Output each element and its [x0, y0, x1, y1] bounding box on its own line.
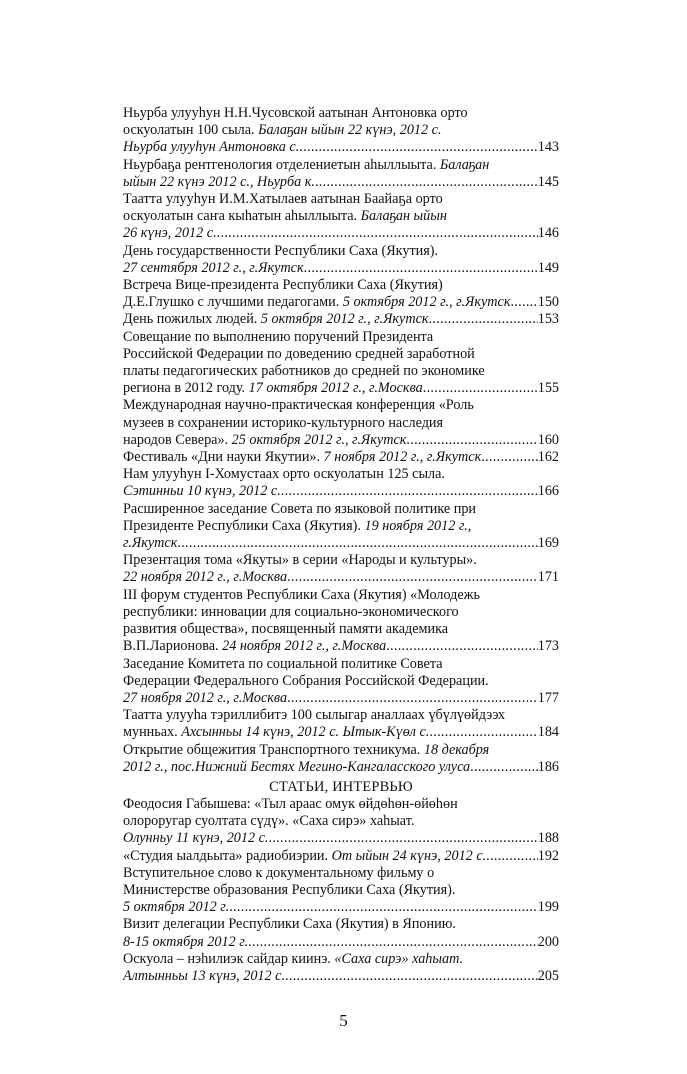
entry-title: оскуолатын 100 сыла.: [123, 122, 259, 139]
toc-entry-line: [123, 483, 559, 500]
toc-entry: [123, 951, 559, 985]
toc-entry-line: [123, 294, 559, 311]
entry-title: Встреча Вице-президента Республики Саха (Якутия): [123, 277, 443, 294]
dot-leader: [429, 724, 537, 741]
toc-entry-line: [123, 621, 559, 638]
dot-leader: [287, 690, 538, 707]
entry-date-place: Ньурба улууһун Антоновка с.: [123, 139, 300, 156]
entry-title: региона в 2012 году.: [123, 380, 249, 397]
dot-leader: [268, 830, 537, 847]
toc-entry: [123, 501, 559, 553]
toc-entry: [123, 105, 559, 157]
entry-title: Феодосия Габышева: «Тыл араас омук өйдөһөн-өйөһөн: [123, 796, 458, 812]
entry-page-number: 184: [537, 724, 559, 741]
entry-title: Российской Федерации по доведению средней заработной: [123, 345, 475, 362]
entry-date-place: Балаҕан ыйын 22 күнэ, 2012 с.: [258, 122, 442, 139]
entry-date-place: От ыйын 24 күнэ, 2012 с.: [331, 847, 487, 864]
entry-title: III форум студентов Республики Саха (Якутия) «Молодежь: [123, 586, 480, 603]
entry-date-place: 18 декабря: [423, 741, 490, 758]
toc-entry-line: [123, 122, 559, 139]
dot-leader: [386, 638, 538, 655]
toc-entry-line: [123, 277, 559, 294]
dot-leader: [304, 260, 538, 277]
dot-leader: [423, 380, 538, 397]
entry-title: Федерации Федерального Собрания Российской Федерации.: [123, 672, 489, 689]
entry-page-number: 171: [537, 569, 559, 586]
toc-entry: [123, 157, 559, 191]
toc-entry: [123, 916, 559, 950]
toc-entry: [123, 466, 559, 500]
toc-entry-line: [123, 243, 559, 260]
toc-entry-line: [123, 951, 559, 968]
entry-title: Министерстве образования Республики Саха (Якутия).: [123, 882, 456, 899]
toc-entry-line: [123, 759, 559, 776]
entry-title: Фестиваль «Дни науки Якутии».: [123, 449, 324, 466]
dot-leader: [510, 294, 537, 311]
toc-entry-line: [123, 899, 559, 916]
dot-leader: [217, 225, 538, 242]
entry-title: Нам улууһун I-Хомустаах орто оскуолатын 125 сыла.: [123, 466, 445, 483]
entry-title: Вступительное слово к документальному фильму о: [123, 864, 435, 881]
dot-leader: [315, 174, 538, 191]
entry-title: День государственности Республики Саха (Якутия).: [123, 242, 439, 259]
entry-title: народов Севера».: [123, 431, 232, 448]
toc-entry: [123, 397, 559, 449]
entry-page-number: 160: [537, 431, 559, 448]
toc-entry-line: [123, 139, 559, 156]
entry-date-place: 24 ноября 2012 г., г.Москва: [222, 638, 387, 655]
page-number: 5: [339, 1011, 348, 1030]
toc-entry: [123, 707, 559, 741]
toc-entry-line: [123, 191, 559, 208]
entry-page-number: 153: [537, 311, 559, 328]
entry-title: Оскуола – нэһилиэк сайдар киинэ.: [123, 950, 335, 967]
articles-list: [123, 796, 559, 985]
entry-title: Презентация тома «Якуты» в серии «Народы и культуры».: [123, 552, 477, 569]
entry-page-number: 169: [537, 535, 559, 552]
toc-entry-line: [123, 105, 559, 122]
entry-page-number: 162: [537, 449, 559, 466]
toc-entry: [123, 587, 559, 656]
toc-entry: [123, 656, 559, 708]
dot-leader: [299, 139, 537, 156]
table-of-contents: [123, 105, 559, 776]
entry-date-place: 22 ноября 2012 г., г.Москва: [123, 569, 288, 586]
entry-date-place: 27 сентября 2012 г., г.Якутск: [123, 259, 304, 276]
entry-title: Международная научно-практическая конференция «Роль: [123, 397, 474, 414]
entry-title: Открытие общежития Транспортного техникума.: [123, 741, 424, 758]
toc-entry-line: [123, 501, 559, 518]
entry-date-place: 17 октября 2012 г., г.Москва: [248, 380, 423, 397]
entry-title: музеев в сохранении историко-культурного наследия: [123, 414, 444, 431]
entry-page-number: 143: [537, 139, 559, 156]
section-heading: СТАТЬИ, ИНТЕРВЬЮ: [269, 779, 413, 795]
toc-entry-line: [123, 638, 559, 655]
toc-entry: [123, 243, 559, 277]
dot-leader: [229, 899, 538, 916]
entry-title: В.П.Ларионова.: [123, 638, 223, 655]
toc-entry-line: [123, 724, 559, 741]
toc-entry-line: [123, 796, 559, 813]
entry-date-place: г.Якутск: [123, 535, 178, 552]
dot-leader: [406, 432, 537, 449]
entry-title: День пожилых людей.: [123, 311, 261, 328]
entry-date-place: 25 октября 2012 г., г.Якутск: [231, 431, 407, 448]
entry-date-place: 5 октября 2012 г.: [123, 899, 230, 916]
toc-entry-line: [123, 225, 559, 242]
toc-entry-line: [123, 916, 559, 933]
entry-page-number: 199: [537, 899, 559, 916]
toc-entry-line: [123, 415, 559, 432]
toc-entry-line: [123, 208, 559, 225]
entry-title: Д.Е.Глушко с лучшими педагогами.: [123, 294, 343, 311]
toc-entry-line: [123, 707, 559, 724]
toc-entry-line: [123, 742, 559, 759]
entry-title: Таатта улууһун И.М.Хатылаев аатынан Баайаҕа орто: [123, 191, 443, 208]
toc-entry-line: [123, 466, 559, 483]
entry-date-place: Сэтинньи 10 күнэ, 2012 с.: [123, 483, 281, 500]
toc-entry-line: [123, 432, 559, 449]
toc-entry-line: [123, 673, 559, 690]
entry-page-number: 149: [537, 259, 559, 276]
toc-entry-line: [123, 968, 559, 985]
toc-entry-line: [123, 346, 559, 363]
entry-title: платы педагогических работников до средней по экономике: [123, 363, 485, 380]
entry-date-place: 2012 г., пос.Нижний Бестях Мегино-Кангаласского улуса: [123, 758, 471, 775]
entry-date-place: 7 ноября 2012 г., г.Якутск: [323, 449, 482, 466]
toc-entry-line: [123, 311, 559, 328]
toc-entry-line: [123, 552, 559, 569]
entry-title: Таатта улууһа тэриллибитэ 100 сылыгар аналлаах үбүлүөйдээх: [123, 707, 506, 724]
entry-title: республики: инновации для социально-экономического: [123, 603, 459, 620]
dot-leader: [177, 535, 537, 552]
toc-entry-line: [123, 656, 559, 673]
dot-leader: [481, 449, 538, 466]
entry-title: Совещание по выполнению поручений Президента: [123, 328, 434, 345]
toc-entry: [123, 796, 559, 848]
toc-entry-line: [123, 449, 559, 466]
dot-leader: [470, 759, 538, 776]
entry-date-place: 5 октября 2012 г., г.Якутск: [342, 294, 511, 311]
entry-page-number: 166: [537, 483, 559, 500]
toc-entry-line: [123, 604, 559, 621]
entry-title: Ньурбаҕа рентгенология отделениетын аһыллыыта.: [123, 156, 440, 173]
toc-entry: [123, 848, 559, 865]
toc-entry-line: [123, 848, 559, 865]
toc-entry-line: [123, 569, 559, 586]
dot-leader: [248, 934, 538, 951]
toc-entry-line: [123, 587, 559, 604]
toc-entry-line: [123, 690, 559, 707]
toc-entry-line: [123, 882, 559, 899]
entry-page-number: 145: [537, 173, 559, 190]
toc-entry-line: [123, 260, 559, 277]
toc-entry-line: [123, 865, 559, 882]
entry-page-number: 146: [537, 225, 559, 242]
toc-entry-line: [123, 157, 559, 174]
toc-entry-line: [123, 830, 559, 847]
toc-entry: [123, 449, 559, 466]
entry-date-place: Балаҕан: [439, 156, 490, 173]
entry-page-number: 192: [537, 847, 559, 864]
entry-page-number: 188: [537, 830, 559, 847]
entry-page-number: 186: [537, 758, 559, 775]
entry-date-place: Алтынньы 13 күнэ, 2012 с.: [123, 968, 286, 985]
entry-date-place: ыйын 22 күнэ 2012 с., Ньурба к.: [123, 173, 315, 190]
entry-title: развития общества», посвященный памяти академика: [123, 621, 449, 638]
entry-date-place: «Саха сирэ» хаһыат.: [334, 950, 464, 967]
entry-date-place: Ахсынньы 14 күнэ, 2012 с. Ытык-Күөл с.: [181, 724, 430, 741]
entry-title: оскуолатын саҥа кыһатын аһыллыыта.: [123, 208, 361, 225]
entry-page-number: 173: [537, 638, 559, 655]
entry-date-place: 8-15 октября 2012 г.: [123, 933, 249, 950]
toc-entry-line: [123, 380, 559, 397]
entry-page-number: 150: [537, 294, 559, 311]
toc-entry-line: [123, 397, 559, 414]
dot-leader: [281, 483, 538, 500]
toc-entry: [123, 191, 559, 243]
entry-date-place: 19 ноября 2012 г.,: [364, 517, 472, 534]
toc-entry: [123, 742, 559, 776]
dot-leader: [486, 848, 538, 865]
toc-entry: [123, 277, 559, 311]
entry-page-number: 200: [537, 933, 559, 950]
entry-page-number: 155: [537, 380, 559, 397]
toc-entry: [123, 311, 559, 328]
dot-leader: [429, 311, 538, 328]
toc-entry-line: [123, 518, 559, 535]
toc-entry: [123, 329, 559, 398]
entry-date-place: 27 ноября 2012 г., г.Москва: [123, 689, 288, 706]
entry-title: Президенте Республики Саха (Якутия).: [123, 517, 365, 534]
dot-leader: [285, 968, 538, 985]
toc-entry-line: [123, 363, 559, 380]
entry-date-place: Балаҕан ыйын: [360, 208, 447, 225]
entry-date-place: Олунньу 11 күнэ, 2012 с.: [123, 830, 269, 847]
toc-entry-line: [123, 329, 559, 346]
entry-date-place: 26 күнэ, 2012 с.: [123, 225, 217, 242]
entry-title: Ньурба улууһун Н.Н.Чусовской аатынан Антоновка орто: [123, 105, 468, 121]
toc-entry-line: [123, 174, 559, 191]
entry-page-number: 177: [537, 689, 559, 706]
entry-page-number: 205: [537, 968, 559, 985]
entry-title: «Студия ыалдьыта» радиобиэрии.: [123, 847, 332, 864]
entry-title: Визит делегации Республики Саха (Якутия) в Японию.: [123, 916, 456, 933]
entry-title: олороругар суолтата сүдү». «Саха сирэ» хаһыат.: [123, 813, 415, 830]
toc-entry-line: [123, 535, 559, 552]
entry-title: мунньах.: [123, 724, 182, 741]
entry-title: Расширенное заседание Совета по языковой политике при: [123, 500, 477, 517]
dot-leader: [287, 569, 538, 586]
toc-entry-line: [123, 813, 559, 830]
toc-entry: [123, 552, 559, 586]
toc-entry: [123, 865, 559, 917]
entry-date-place: 5 октября 2012 г., г.Якутск: [260, 311, 429, 328]
entry-title: Заседание Комитета по социальной политике Совета: [123, 655, 443, 672]
toc-entry-line: [123, 934, 559, 951]
